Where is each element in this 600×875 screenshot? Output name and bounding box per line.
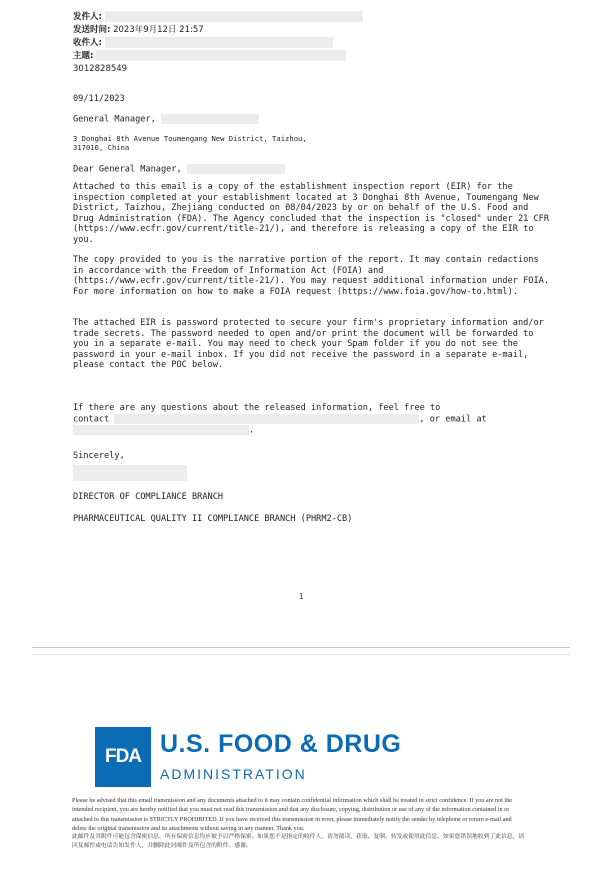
fda-org-name: U.S. FOOD & DRUG xyxy=(160,730,402,758)
contact-label: contact xyxy=(73,414,110,425)
period: . xyxy=(249,425,255,436)
from-label: 发件人: xyxy=(73,12,102,22)
sent-row xyxy=(73,24,363,37)
subject-label: 主题: xyxy=(73,51,94,61)
email-header xyxy=(73,11,363,76)
contact-line xyxy=(73,414,487,425)
sent-label: 发送时间: xyxy=(73,25,111,35)
from-row xyxy=(73,11,363,24)
redacted-greeting-name xyxy=(187,164,285,174)
redacted-sender xyxy=(105,11,363,22)
to-row xyxy=(73,37,363,50)
sent-value: 2023年9月12日 21:57 xyxy=(113,25,204,35)
address-line-2: 317016, China xyxy=(73,143,130,152)
paragraph-narrative: The copy provided to you is the narrative portion of the report. It may contain redactions in accordance with the Freedom of Information Act (FOIA) and (https://www.ecfr.gov/current/title-21/). You may request additional information under FOIA. For more information on how to make a FOIA request (https://www.foia.gov/how-to.html). xyxy=(73,255,549,297)
greeting-line xyxy=(73,164,285,175)
subject-row xyxy=(73,50,363,63)
signoff-branch: PHARMACEUTICAL QUALITY II COMPLIANCE BRANCH (PHRM2-CB) xyxy=(73,514,353,524)
questions-line: If there are any questions about the released information, feel free to xyxy=(73,403,441,413)
subject-value-row xyxy=(73,63,363,76)
disclaimer-chinese: 此邮件及其附件可能包含保密信息，所有保密信息均应被予以严格保密。如果您不是指定的收件人，请勿阅读、获取、复制、转发或使用此信息。如果您错误地收到了此信息，请回复邮件或电话告知发件人，并删除此封邮件及所包含的附件。感谢。 xyxy=(72,834,525,850)
redacted-email xyxy=(73,425,249,435)
divider-top xyxy=(32,647,570,648)
fda-logo: FDA xyxy=(95,727,151,787)
fda-org-sub: ADMINISTRATION xyxy=(160,766,307,782)
disclaimer-block xyxy=(72,796,527,851)
email-label: , or email at xyxy=(419,414,487,425)
email-line xyxy=(73,425,254,436)
divider-bottom xyxy=(32,654,570,655)
redacted-recipient xyxy=(105,37,333,48)
subject-value: 3012828549 xyxy=(73,64,128,74)
paragraph-password: The attached EIR is password protected to secure your firm's proprietary information and/or trade secrets. The password needed to open and/or print the document will be forwarded to you in a separate e-mail. You may need to check your Spam folder if you do not see the password in your e-mail inbox. If you did not receive the password in a separate e-mail, please contact the POC below. xyxy=(73,318,544,370)
address-block xyxy=(73,134,307,152)
redacted-name xyxy=(161,114,259,124)
disclaimer-english: Please be advised that this email transmission and any documents attached to it may contain confidential information which shall be treated in strict confidence. If you are not the intended recipient, you are hereby notified that you must not read this transmission and that any disclosure, copying, distribution or use of any of the information contained in or attached to this transmission is STRICTLY PROHIBITED. If you have received this transmission in error, please immediately notify the sender by telephone or return e-mail and delete the original transmission and its attachments without saving in any manner. Thank you. xyxy=(72,797,513,832)
redacted-contact xyxy=(114,414,419,424)
greeting: Dear General Manager, xyxy=(73,164,182,175)
redacted-signature xyxy=(73,465,187,481)
address-line-1: 3 Donghai 8th Avenue Toumengang New District, Taizhou, xyxy=(73,134,307,143)
to-label: 收件人: xyxy=(73,38,102,48)
closing: Sincerely, xyxy=(73,451,125,461)
salutation-line xyxy=(73,114,259,125)
paragraph-eir-copy: Attached to this email is a copy of the establishment inspection report (EIR) for the inspection completed at your establishment located at 3 Donghai 8th Avenue, Toumengang New District, Taizhou, Zhejiang conducted on 08/04/2023 by or on behalf of the U.S. Food and Drug Administration (FDA). The Agency concluded that the inspection is "closed" under 21 CFR (https://www.ecfr.gov/current/title-21/), and therefore is releasing a copy of the EIR to you. xyxy=(73,182,549,245)
letter-date: 09/11/2023 xyxy=(73,94,125,104)
salutation-top: General Manager, xyxy=(73,114,156,125)
signoff-title: DIRECTOR OF COMPLIANCE BRANCH xyxy=(73,492,224,502)
page-number: 1 xyxy=(299,592,304,601)
redacted-subject xyxy=(96,50,346,61)
